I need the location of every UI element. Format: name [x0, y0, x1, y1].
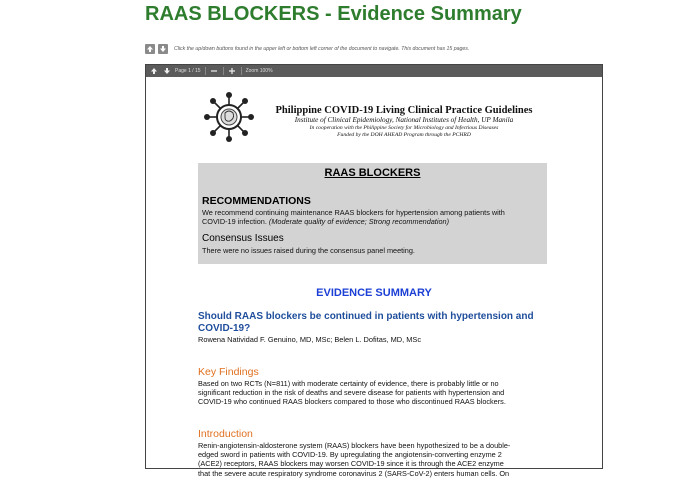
viewer-toolbar — [146, 65, 602, 77]
rec-line-plain: COVID-19 infection. — [202, 217, 267, 226]
rec-evidence-quality: (Moderate quality of evidence; Strong recommendation) — [268, 217, 450, 226]
viewer-down-button[interactable] — [162, 67, 171, 76]
recommendations-text — [202, 208, 505, 226]
toolbar-divider — [223, 67, 224, 75]
guideline-funding: Funded by the DOH AHEAD Program through the PCHRD — [337, 132, 471, 138]
minus-icon — [210, 67, 218, 75]
introduction-text — [198, 441, 558, 478]
text-line: Renin-angiotensin-aldosterone system (RAAS) blockers have been hypothesized to be a double- — [198, 441, 511, 450]
introduction-title: Introduction — [198, 428, 253, 440]
guideline-institute: Institute of Clinical Epidemiology, National Institutes of Health, UP Manila — [294, 116, 514, 124]
arrow-down-icon — [163, 67, 171, 75]
text-line: (ACE2) receptors, RAAS blockers may worsen COVID-19 since it is through the ACE2 enzyme — [198, 459, 504, 469]
recommendations-title: RECOMMENDATIONS — [202, 195, 311, 207]
plus-icon — [228, 67, 236, 75]
viewer-up-button[interactable] — [149, 67, 158, 76]
evidence-summary-title: EVIDENCE SUMMARY — [316, 287, 432, 299]
page-indicator: Page 1 / 15 — [175, 68, 201, 74]
document-viewer[interactable] — [145, 64, 603, 478]
text-line: COVID-19 who continued RAAS blockers compared to those who discontinued RAAS blockers. — [198, 397, 506, 407]
clinical-question: Should RAAS blockers be continued in patients with hypertension and COVID-19? — [198, 311, 534, 334]
rec-line — [202, 217, 505, 226]
rec-line: We recommend continuing maintenance RAAS blockers for hypertension among patients with — [202, 208, 505, 217]
nav-hint: Click the up/down buttons found in the upper left or bottom left corner of the document to navigate. This document has 15 pages. — [174, 46, 470, 52]
page-title: RAAS BLOCKERS - Evidence Summary — [145, 3, 522, 25]
key-findings-text — [198, 379, 558, 407]
consensus-text: There were no issues raised during the consensus panel meeting. — [202, 246, 415, 255]
nav-row — [145, 43, 469, 55]
recommendation-box — [198, 163, 547, 264]
text-line: significant reduction in the risk of deaths and severe disease for patients with hypertension and — [198, 388, 505, 398]
toolbar-divider — [241, 67, 242, 75]
arrow-down-icon — [159, 45, 167, 53]
toolbar-divider — [205, 67, 206, 75]
consensus-title: Consensus Issues — [202, 233, 284, 244]
zoom-out-button[interactable] — [210, 67, 219, 76]
text-line: Based on two RCTs (N=811) with moderate certainty of evidence, there is probably little or no — [198, 379, 499, 388]
zoom-in-button[interactable] — [228, 67, 237, 76]
virus-logo-icon — [203, 91, 255, 143]
key-findings-title: Key Findings — [198, 366, 259, 378]
rec-box-heading: RAAS BLOCKERS — [324, 167, 421, 179]
arrow-up-icon — [146, 45, 154, 53]
nav-up-button[interactable] — [145, 44, 155, 54]
zoom-label: Zoom 100% — [245, 68, 273, 74]
authors: Rowena Natividad F. Genuino, MD, MSc; Belen L. Dofitas, MD, MSc — [198, 335, 422, 344]
text-line: that the severe acute respiratory syndrome coronavirus 2 (SARS-CoV-2) enters human cells. On — [198, 468, 510, 478]
document-page — [146, 77, 602, 478]
nav-down-button[interactable] — [158, 44, 168, 54]
guideline-title: Philippine COVID-19 Living Clinical Practice Guidelines — [275, 105, 533, 116]
arrow-up-icon — [150, 67, 158, 75]
guideline-header — [274, 105, 534, 139]
text-line: edged sword in patients with COVID-19. By upregulating the angiotensin-converting enzyme 2 — [198, 450, 502, 460]
guideline-cooperation: In cooperation with the Philippine Society for Microbiology and Infectious Diseases — [309, 125, 499, 131]
